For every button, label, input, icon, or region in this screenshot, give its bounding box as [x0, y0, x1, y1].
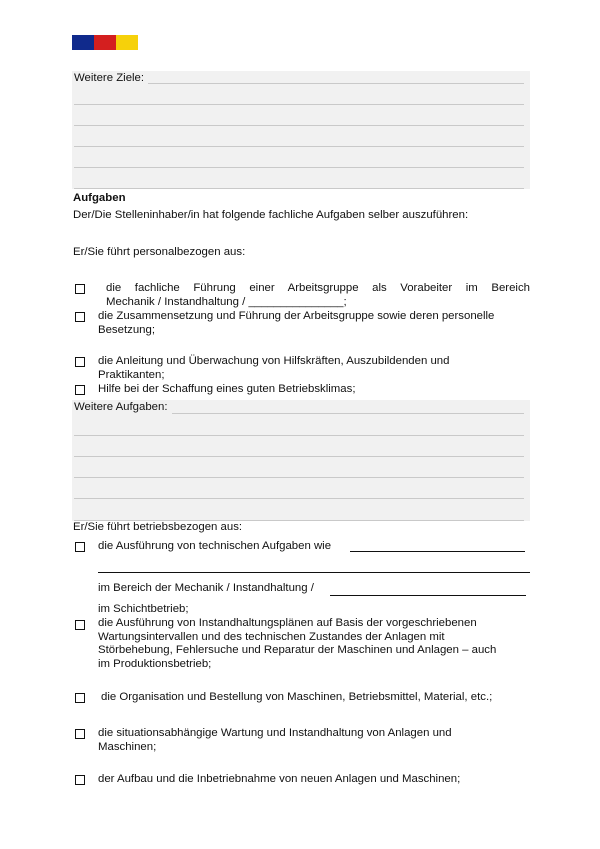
betrieb-item-1-line1: die Ausführung von technischen Aufgaben wie [98, 540, 332, 552]
logo-yellow-block [116, 35, 138, 50]
checkbox-instandhaltungsplaene[interactable] [75, 620, 85, 630]
betrieb-item-1-line3: im Bereich der Mechanik / Instandhaltung / [98, 582, 314, 594]
checkbox-organisation[interactable] [75, 693, 85, 703]
aufgaben-intro: Der/Die Stelleninhaber/in hat folgende fachliche Aufgaben selber auszuführen: [73, 209, 469, 221]
blank-line-full-width[interactable] [98, 572, 530, 573]
blank-line-instandhaltung[interactable] [330, 595, 526, 596]
personal-item-1: die fachliche Führung einer Arbeitsgruppe als Vorabeiter im Bereich Mechanik / Instandhaltung / _______________; [106, 282, 530, 308]
checkbox-anleitung[interactable] [75, 357, 85, 367]
personal-item-2: die Zusammensetzung und Führung der Arbeitsgruppe sowie deren personelle Besetzung; [98, 310, 495, 336]
checkbox-technische-aufgaben[interactable] [75, 542, 85, 552]
logo-blue-block [72, 35, 94, 50]
logo-red-block [94, 35, 116, 50]
betrieb-item-4: die situationsabhängige Wartung und Instandhaltung von Anlagen und Maschinen; [98, 727, 452, 753]
aufgaben-heading: Aufgaben [73, 192, 126, 204]
checkbox-wartung[interactable] [75, 729, 85, 739]
blank-line-technische-aufgaben[interactable] [350, 551, 525, 552]
checkbox-fachliche-fuehrung[interactable] [75, 284, 85, 294]
weitere-aufgaben-field[interactable] [72, 400, 530, 521]
checkbox-aufbau[interactable] [75, 775, 85, 785]
betrieb-item-5: der Aufbau und die Inbetriebnahme von neuen Anlagen und Maschinen; [98, 773, 461, 785]
betrieb-intro: Er/Sie führt betriebsbezogen aus: [73, 521, 243, 533]
weitere-ziele-field[interactable] [72, 71, 530, 189]
checkbox-zusammensetzung[interactable] [75, 312, 85, 322]
betrieb-item-1-line4: im Schichtbetrieb; [98, 603, 189, 615]
betrieb-item-3: die Organisation und Bestellung von Maschinen, Betriebsmittel, Material, etc.; [101, 691, 493, 703]
personal-intro: Er/Sie führt personalbezogen aus: [73, 246, 246, 258]
personal-item-3: die Anleitung und Überwachung von Hilfskräften, Auszubildenden und Praktikanten; [98, 355, 450, 381]
betrieb-item-2: die Ausführung von Instandhaltungsplänen auf Basis der vorgeschriebenen Wartungsintervallen und des technischen Zustandes der Anlagen mit Störbehebung, Fehlersuche und Reparatur der Maschinen und Anlagen – auch im Produktionsbetrieb; [98, 617, 497, 670]
logo [72, 35, 138, 50]
weitere-ziele-label: Weitere Ziele: [74, 72, 145, 84]
personal-item-4: Hilfe bei der Schaffung eines guten Betriebsklimas; [98, 383, 356, 395]
checkbox-betriebsklima[interactable] [75, 385, 85, 395]
weitere-aufgaben-label: Weitere Aufgaben: [74, 401, 168, 413]
